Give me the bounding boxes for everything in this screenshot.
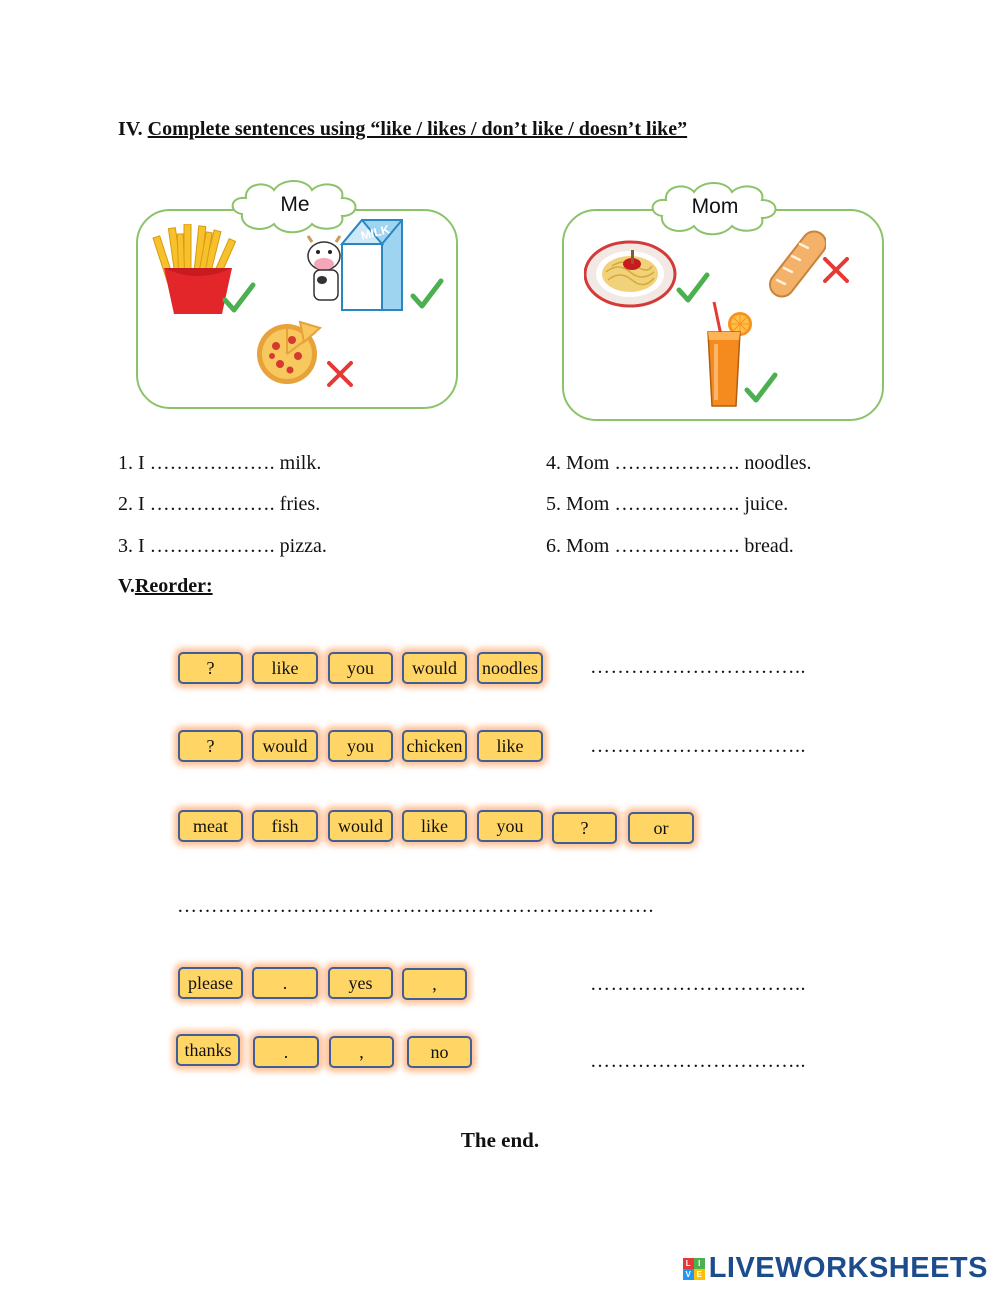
sentence-4: 4. Mom ………………. noodles. (546, 452, 812, 474)
section-4-number: IV. (118, 118, 143, 140)
word-tile[interactable]: would (328, 810, 393, 842)
pizza-cross-icon (324, 358, 356, 390)
logo-mark-icon: L I V E (683, 1258, 705, 1280)
answer-blank-4[interactable]: ………………………….. (590, 973, 806, 995)
mom-label: Mom (691, 195, 739, 218)
word-tile[interactable]: you (328, 652, 393, 684)
me-label: Me (280, 193, 310, 216)
word-tile[interactable]: you (328, 730, 393, 762)
sentence-5: 5. Mom ………………. juice. (546, 493, 789, 515)
the-end-text: The end. (460, 1128, 540, 1152)
section-5-number: V. (118, 575, 135, 597)
word-tile[interactable]: ? (178, 652, 243, 684)
word-tile[interactable]: would (402, 652, 467, 684)
word-tile[interactable]: , (402, 968, 467, 1000)
word-tile[interactable]: no (407, 1036, 472, 1068)
section-5-heading (118, 575, 213, 598)
liveworksheets-logo (683, 1252, 988, 1285)
mom-cloud (648, 178, 782, 238)
word-tile[interactable]: ? (552, 812, 617, 844)
sentence-2: 2. I ………………. fries. (118, 493, 321, 515)
juice-check-icon (744, 372, 778, 404)
word-tile[interactable]: yes (328, 967, 393, 999)
answer-blank-2[interactable]: ………………………….. (590, 735, 806, 757)
answer-blank-3[interactable]: ……………………………………………………………. (177, 895, 654, 917)
word-tile[interactable]: . (253, 1036, 319, 1068)
word-tile[interactable]: like (402, 810, 467, 842)
bread-icon (764, 228, 826, 302)
logo-text: LIVEWORKSHEETS (708, 1252, 988, 1284)
word-tile[interactable]: or (628, 812, 694, 844)
section-4-heading (118, 118, 687, 141)
word-tile[interactable]: . (252, 967, 318, 999)
spaghetti-icon (584, 236, 678, 308)
sentence-6: 6. Mom ………………. bread. (546, 535, 794, 557)
pizza-icon (254, 318, 324, 388)
svg-text:MILK: MILK (359, 222, 392, 243)
word-tile[interactable]: chicken (402, 730, 467, 762)
milk-check-icon (410, 278, 444, 310)
word-tile[interactable]: noodles (477, 652, 543, 684)
word-tile[interactable]: you (477, 810, 543, 842)
answer-blank-5[interactable]: ………………………….. (590, 1050, 806, 1072)
word-tile[interactable]: ? (178, 730, 243, 762)
word-tile[interactable]: meat (178, 810, 243, 842)
fries-check-icon (222, 282, 256, 314)
section-4-title: Complete sentences using “like / likes / don’t like / doesn’t like” (147, 118, 688, 140)
sentence-3: 3. I ………………. pizza. (118, 535, 327, 557)
word-tile[interactable]: please (178, 967, 243, 999)
word-tile[interactable]: like (252, 652, 318, 684)
sentence-1: 1. I ………………. milk. (118, 452, 322, 474)
word-tile[interactable]: like (477, 730, 543, 762)
answer-blank-1[interactable]: ………………………….. (590, 656, 806, 678)
word-tile[interactable]: thanks (176, 1034, 240, 1066)
word-tile[interactable]: , (329, 1036, 394, 1068)
word-tile[interactable]: would (252, 730, 318, 762)
section-5-title: Reorder: (134, 575, 213, 597)
milk-carton-icon (302, 214, 408, 320)
word-tile[interactable]: fish (252, 810, 318, 842)
bread-cross-icon (820, 254, 852, 286)
